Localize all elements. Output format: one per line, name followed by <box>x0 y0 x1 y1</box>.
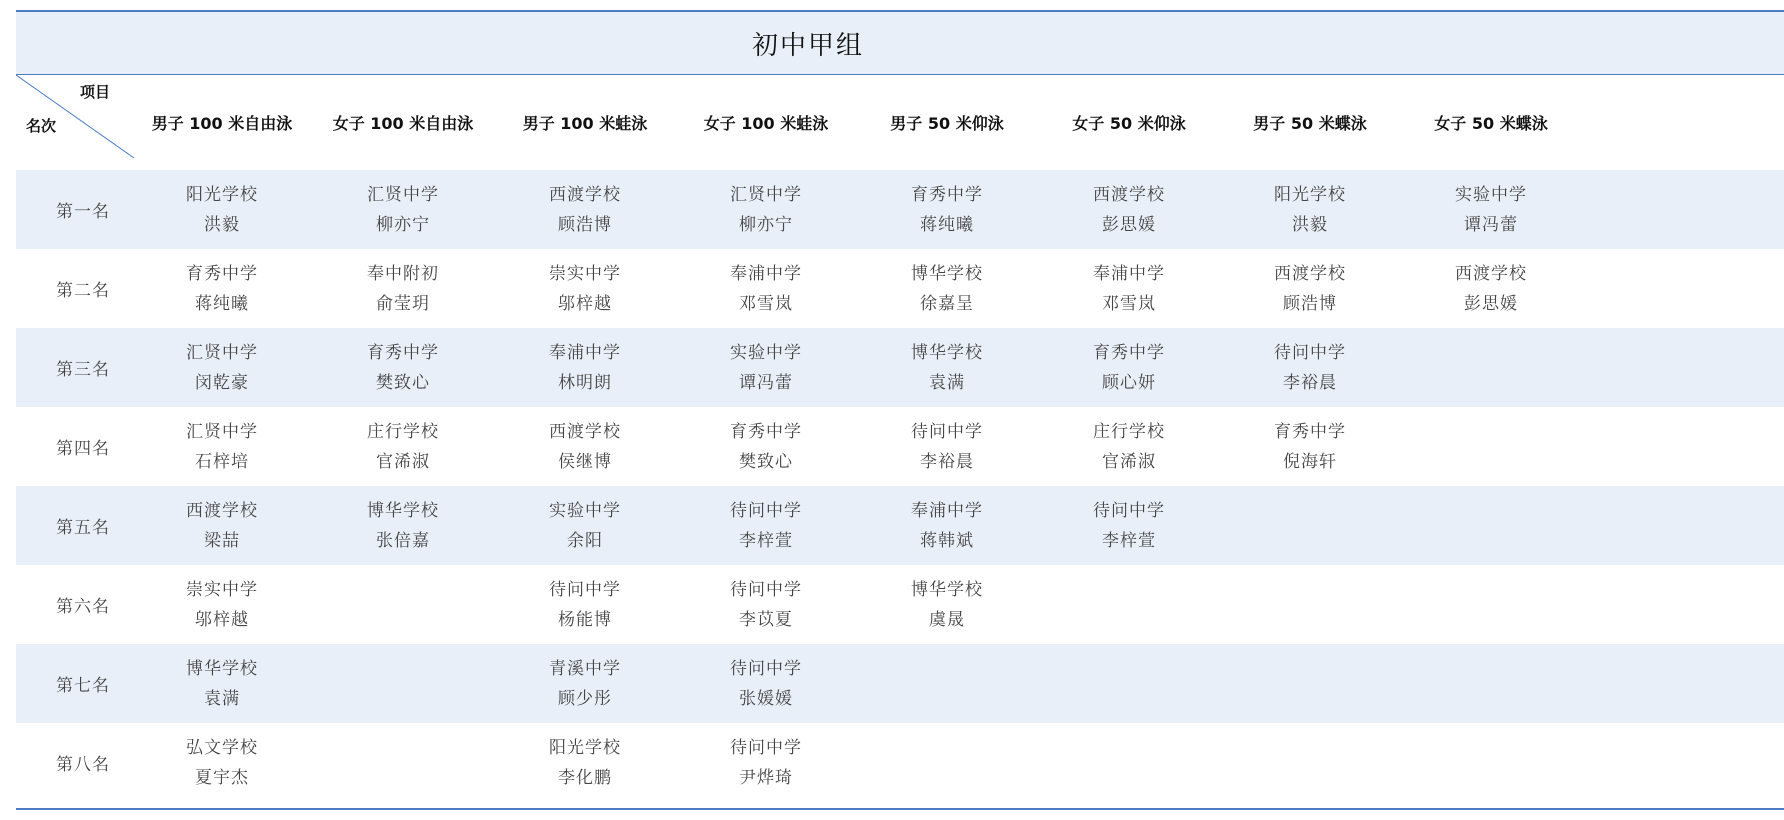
result-cell <box>1208 407 1412 486</box>
athlete-name: 彭思媛 <box>1464 293 1518 314</box>
result-cell <box>1389 407 1593 486</box>
result-cell <box>120 723 324 802</box>
athlete-name: 蒋纯曦 <box>920 214 974 235</box>
result-cell <box>845 328 1049 407</box>
header-row <box>16 75 1784 170</box>
athlete-name: 杨能博 <box>558 609 612 630</box>
school-name: 奉浦中学 <box>549 342 621 363</box>
table-body <box>16 170 1784 802</box>
result-cell <box>301 407 505 486</box>
school-name: 育秀中学 <box>911 184 983 205</box>
athlete-name: 李化鹏 <box>558 767 612 788</box>
athlete-name: 蒋韩斌 <box>920 530 974 551</box>
school-name: 育秀中学 <box>1274 421 1346 442</box>
result-cell <box>301 170 505 249</box>
athlete-name: 李裕晨 <box>920 451 974 472</box>
athlete-name: 顾少彤 <box>558 688 612 709</box>
result-cell <box>845 486 1049 565</box>
table-row <box>16 644 1784 723</box>
result-cell <box>664 407 868 486</box>
athlete-name: 虞晟 <box>929 609 965 630</box>
school-name: 博华学校 <box>911 342 983 363</box>
rank-label: 第五名 <box>56 518 110 538</box>
table-row <box>16 565 1784 644</box>
result-cell <box>845 723 1049 802</box>
athlete-name: 侯继博 <box>558 451 612 472</box>
result-cell <box>120 407 324 486</box>
school-name: 实验中学 <box>549 500 621 521</box>
athlete-name: 柳亦宁 <box>376 214 430 235</box>
school-name: 待问中学 <box>1093 500 1165 521</box>
athlete-name: 邬梓越 <box>195 609 249 630</box>
result-cell <box>664 249 868 328</box>
school-name: 汇贤中学 <box>367 184 439 205</box>
school-name: 奉浦中学 <box>730 263 802 284</box>
result-cell <box>301 249 505 328</box>
table-row <box>16 328 1784 407</box>
result-cell <box>845 565 1049 644</box>
athlete-name: 张媛媛 <box>739 688 793 709</box>
school-name: 育秀中学 <box>186 263 258 284</box>
school-name: 庄行学校 <box>367 421 439 442</box>
school-name: 西渡学校 <box>1455 263 1527 284</box>
rank-label: 第三名 <box>56 360 110 380</box>
school-name: 阳光学校 <box>1274 184 1346 205</box>
athlete-name: 袁满 <box>204 688 240 709</box>
result-cell <box>120 644 324 723</box>
school-name: 待问中学 <box>730 579 802 600</box>
result-cell <box>1208 486 1412 565</box>
result-cell <box>1389 486 1593 565</box>
result-cell <box>845 644 1049 723</box>
school-name: 崇实中学 <box>186 579 258 600</box>
table-row <box>16 407 1784 486</box>
result-cell <box>120 565 324 644</box>
athlete-name: 李梓萱 <box>1102 530 1156 551</box>
result-cell <box>664 170 868 249</box>
athlete-name: 李苡夏 <box>739 609 793 630</box>
school-name: 西渡学校 <box>186 500 258 521</box>
athlete-name: 俞莹玥 <box>376 293 430 314</box>
result-cell <box>483 644 687 723</box>
result-cell <box>664 565 868 644</box>
column-header: 女子 50 米仰泳 <box>1072 114 1186 133</box>
result-cell <box>1389 170 1593 249</box>
result-cell <box>1027 249 1231 328</box>
result-cell <box>1027 565 1231 644</box>
athlete-name: 洪毅 <box>1292 214 1328 235</box>
athlete-name: 谭冯蕾 <box>739 372 793 393</box>
result-cell <box>1208 644 1412 723</box>
corner-label-rank: 名次 <box>26 117 57 135</box>
result-cell <box>1208 723 1412 802</box>
result-cell <box>664 644 868 723</box>
rank-label: 第六名 <box>56 597 110 617</box>
result-cell <box>1027 407 1231 486</box>
athlete-name: 李梓萱 <box>739 530 793 551</box>
school-name: 待问中学 <box>1274 342 1346 363</box>
column-header: 女子 50 米蝶泳 <box>1434 114 1548 133</box>
school-name: 待问中学 <box>549 579 621 600</box>
result-cell <box>483 249 687 328</box>
school-name: 奉浦中学 <box>1093 263 1165 284</box>
result-cell <box>483 407 687 486</box>
athlete-name: 尹烨琦 <box>739 767 793 788</box>
result-cell <box>483 170 687 249</box>
athlete-name: 倪海轩 <box>1283 451 1337 472</box>
school-name: 西渡学校 <box>1093 184 1165 205</box>
rank-label: 第一名 <box>56 202 110 222</box>
school-name: 奉浦中学 <box>911 500 983 521</box>
result-cell <box>1208 565 1412 644</box>
athlete-name: 彭思媛 <box>1102 214 1156 235</box>
result-cell <box>1027 328 1231 407</box>
school-name: 待问中学 <box>911 421 983 442</box>
school-name: 西渡学校 <box>549 421 621 442</box>
result-cell <box>301 723 505 802</box>
result-cell <box>1389 723 1593 802</box>
school-name: 育秀中学 <box>367 342 439 363</box>
school-name: 博华学校 <box>367 500 439 521</box>
athlete-name: 蒋纯曦 <box>195 293 249 314</box>
school-name: 青溪中学 <box>549 658 621 679</box>
result-cell <box>845 407 1049 486</box>
table-row <box>16 249 1784 328</box>
school-name: 崇实中学 <box>549 263 621 284</box>
school-name: 汇贤中学 <box>730 184 802 205</box>
result-cell <box>120 486 324 565</box>
result-cell <box>664 328 868 407</box>
athlete-name: 闵乾豪 <box>195 372 249 393</box>
school-name: 育秀中学 <box>1093 342 1165 363</box>
result-cell <box>301 328 505 407</box>
result-cell <box>1027 486 1231 565</box>
bottom-rule <box>16 808 1784 810</box>
school-name: 西渡学校 <box>1274 263 1346 284</box>
athlete-name: 柳亦宁 <box>739 214 793 235</box>
athlete-name: 官浠淑 <box>1102 451 1156 472</box>
rank-label: 第八名 <box>56 755 110 775</box>
result-cell <box>1389 565 1593 644</box>
result-cell <box>1208 328 1412 407</box>
result-cell <box>120 170 324 249</box>
rank-label: 第二名 <box>56 281 110 301</box>
school-name: 西渡学校 <box>549 184 621 205</box>
result-cell <box>120 249 324 328</box>
result-cell <box>301 644 505 723</box>
result-cell <box>1208 170 1412 249</box>
table-title: 初中甲组 <box>751 30 864 61</box>
athlete-name: 樊致心 <box>376 372 430 393</box>
result-cell <box>845 170 1049 249</box>
result-cell <box>483 486 687 565</box>
column-header: 男子 100 米蛙泳 <box>522 114 648 133</box>
school-name: 弘文学校 <box>186 737 258 758</box>
result-cell <box>1027 170 1231 249</box>
school-name: 博华学校 <box>186 658 258 679</box>
athlete-name: 顾浩博 <box>1283 293 1337 314</box>
result-cell <box>1389 644 1593 723</box>
athlete-name: 顾浩博 <box>558 214 612 235</box>
school-name: 实验中学 <box>730 342 802 363</box>
column-header: 男子 50 米仰泳 <box>890 114 1004 133</box>
athlete-name: 余阳 <box>567 530 603 551</box>
athlete-name: 谭冯蕾 <box>1464 214 1518 235</box>
column-header: 女子 100 米蛙泳 <box>703 114 829 133</box>
result-cell <box>1389 249 1593 328</box>
result-cell <box>1208 249 1412 328</box>
athlete-name: 徐嘉呈 <box>920 293 974 314</box>
result-cell <box>664 486 868 565</box>
result-cell <box>483 565 687 644</box>
athlete-name: 梁喆 <box>204 530 240 551</box>
school-name: 待问中学 <box>730 658 802 679</box>
title-band <box>16 12 1784 75</box>
result-cell <box>664 723 868 802</box>
column-header: 女子 100 米自由泳 <box>332 114 474 133</box>
athlete-name: 李裕晨 <box>1283 372 1337 393</box>
rank-label: 第七名 <box>56 676 110 696</box>
athlete-name: 邬梓越 <box>558 293 612 314</box>
table-row <box>16 723 1784 802</box>
school-name: 育秀中学 <box>730 421 802 442</box>
result-cell <box>120 328 324 407</box>
results-table <box>16 10 1784 810</box>
school-name: 汇贤中学 <box>186 421 258 442</box>
school-name: 博华学校 <box>911 263 983 284</box>
school-name: 待问中学 <box>730 737 802 758</box>
column-header: 男子 100 米自由泳 <box>151 114 293 133</box>
school-name: 待问中学 <box>730 500 802 521</box>
column-header: 男子 50 米蝶泳 <box>1253 114 1367 133</box>
athlete-name: 林明朗 <box>558 372 612 393</box>
athlete-name: 夏宇杰 <box>195 767 249 788</box>
corner-label-event: 项目 <box>80 83 111 101</box>
athlete-name: 官浠淑 <box>376 451 430 472</box>
school-name: 庄行学校 <box>1093 421 1165 442</box>
result-cell <box>483 723 687 802</box>
result-cell <box>301 565 505 644</box>
school-name: 汇贤中学 <box>186 342 258 363</box>
table-row <box>16 170 1784 249</box>
result-cell <box>301 486 505 565</box>
result-cell <box>1389 328 1593 407</box>
result-cell <box>1027 644 1231 723</box>
school-name: 阳光学校 <box>186 184 258 205</box>
school-name: 奉中附初 <box>367 263 439 284</box>
athlete-name: 石梓培 <box>195 451 249 472</box>
athlete-name: 顾心妍 <box>1102 372 1156 393</box>
result-cell <box>483 328 687 407</box>
result-cell <box>1027 723 1231 802</box>
athlete-name: 邓雪岚 <box>1102 293 1156 314</box>
athlete-name: 樊致心 <box>739 451 793 472</box>
athlete-name: 张倍嘉 <box>376 530 430 551</box>
athlete-name: 洪毅 <box>204 214 240 235</box>
athlete-name: 袁满 <box>929 372 965 393</box>
result-cell <box>845 249 1049 328</box>
school-name: 阳光学校 <box>549 737 621 758</box>
school-name: 博华学校 <box>911 579 983 600</box>
athlete-name: 邓雪岚 <box>739 293 793 314</box>
school-name: 实验中学 <box>1455 184 1527 205</box>
table-row <box>16 486 1784 565</box>
rank-label: 第四名 <box>56 439 110 459</box>
